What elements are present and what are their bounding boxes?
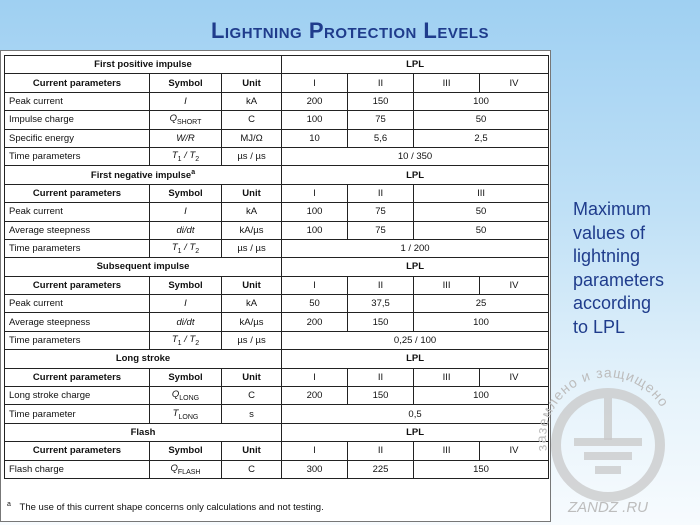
section-header-row xyxy=(5,423,549,441)
value-cell: 0,5 xyxy=(282,405,549,423)
side-caption-line: Maximum xyxy=(573,199,652,219)
section-title: Long stroke xyxy=(5,350,282,368)
param-cell: Average steepness xyxy=(5,221,150,239)
column-header-row xyxy=(5,442,549,460)
col-header-level: II xyxy=(348,368,414,386)
col-header-level: I xyxy=(282,276,348,294)
unit-cell: C xyxy=(222,111,282,129)
section-header-row xyxy=(5,258,549,276)
watermark-site-text: ZANDZ .RU xyxy=(568,499,648,516)
param-cell: Peak current xyxy=(5,92,150,110)
footnote-text: The use of this current shape concerns only calculations and not testing. xyxy=(19,502,324,514)
param-cell: Impulse charge xyxy=(5,111,150,129)
column-header-row xyxy=(5,276,549,294)
symbol-cell: $T_{LONG}$ xyxy=(150,405,222,423)
value-cell: 37,5 xyxy=(348,295,414,313)
side-caption-line: lightning xyxy=(573,246,641,266)
value-cell: 300 xyxy=(282,460,348,478)
value-cell: 100 xyxy=(282,111,348,129)
value-cell: 150 xyxy=(348,387,414,405)
col-header-level: IV xyxy=(480,276,549,294)
table-row xyxy=(5,147,549,165)
unit-cell: kA/µs xyxy=(222,313,282,331)
col-header-unit: Unit xyxy=(222,442,282,460)
table-row xyxy=(5,460,549,478)
value-cell: 10 xyxy=(282,129,348,147)
column-header-row xyxy=(5,184,549,202)
value-cell: 100 xyxy=(414,387,549,405)
symbol-cell: $Q_{SHORT}$ xyxy=(150,111,222,129)
unit-cell: C xyxy=(222,387,282,405)
col-header-level: III xyxy=(414,442,480,460)
side-caption xyxy=(573,198,693,339)
lpl-header: LPL xyxy=(282,166,549,184)
table-row xyxy=(5,111,549,129)
col-header-param: Current parameters xyxy=(5,184,150,202)
col-header-symbol: Symbol xyxy=(150,368,222,386)
side-caption-line: values of xyxy=(573,222,646,243)
param-cell: Peak current xyxy=(5,295,150,313)
col-header-param: Current parameters xyxy=(5,368,150,386)
col-header-param: Current parameters xyxy=(5,442,150,460)
value-cell: 75 xyxy=(348,203,414,221)
column-header-row xyxy=(5,74,549,92)
column-header-row xyxy=(5,368,549,386)
table-row xyxy=(5,92,549,110)
unit-cell: µs / µs xyxy=(222,239,282,257)
symbol-cell: di/dt xyxy=(150,313,222,331)
lpl-header: LPL xyxy=(282,423,549,441)
footnote xyxy=(7,501,324,513)
col-header-level: III xyxy=(414,74,480,92)
value-cell: 150 xyxy=(348,92,414,110)
table-row xyxy=(5,295,549,313)
value-cell: 50 xyxy=(414,203,549,221)
col-header-level: II xyxy=(348,74,414,92)
col-header-symbol: Symbol xyxy=(150,184,222,202)
param-cell: Flash charge xyxy=(5,460,150,478)
col-header-unit: Unit xyxy=(222,368,282,386)
value-cell: 50 xyxy=(282,295,348,313)
col-header-param: Current parameters xyxy=(5,276,150,294)
param-cell: Long stroke charge xyxy=(5,387,150,405)
side-caption-line: according xyxy=(573,293,652,313)
value-cell: 10 / 350 xyxy=(282,147,549,165)
col-header-level: III xyxy=(414,184,549,202)
value-cell: 100 xyxy=(414,313,549,331)
symbol-cell: $Q_{FLASH}$ xyxy=(150,460,222,478)
unit-cell: MJ/Ω xyxy=(222,129,282,147)
col-header-level: III xyxy=(414,368,480,386)
page-title: Lightning Protection Levels xyxy=(210,18,490,43)
symbol-cell: $Q_{LONG}$ xyxy=(150,387,222,405)
symbol-cell: I xyxy=(150,203,222,221)
lpl-header: LPL xyxy=(282,350,549,368)
col-header-symbol: Symbol xyxy=(150,276,222,294)
value-cell: 100 xyxy=(282,221,348,239)
value-cell: 5,6 xyxy=(348,129,414,147)
unit-cell: kA/µs xyxy=(222,221,282,239)
value-cell: 225 xyxy=(348,460,414,478)
param-cell: Time parameters xyxy=(5,239,150,257)
lpl-table-sheet xyxy=(0,50,551,522)
grounding-watermark-icon xyxy=(508,340,698,525)
value-cell: 200 xyxy=(282,313,348,331)
value-cell: 75 xyxy=(348,111,414,129)
col-header-symbol: Symbol xyxy=(150,442,222,460)
unit-cell: kA xyxy=(222,295,282,313)
section-title: First negative impulse$^a$ xyxy=(5,166,282,184)
footnote-mark: a xyxy=(7,501,11,508)
table-row xyxy=(5,221,549,239)
unit-cell: µs / µs xyxy=(222,147,282,165)
col-header-level: II xyxy=(348,184,414,202)
table-row xyxy=(5,239,549,257)
col-header-level: IV xyxy=(480,74,549,92)
value-cell: 50 xyxy=(414,221,549,239)
lpl-header: LPL xyxy=(282,258,549,276)
col-header-level: II xyxy=(348,276,414,294)
section-header-row xyxy=(5,166,549,184)
value-cell: 150 xyxy=(414,460,549,478)
value-cell: 0,25 / 100 xyxy=(282,331,549,349)
value-cell: 50 xyxy=(414,111,549,129)
param-cell: Peak current xyxy=(5,203,150,221)
section-title: Subsequent impulse xyxy=(5,258,282,276)
table-row xyxy=(5,313,549,331)
table-row xyxy=(5,405,549,423)
col-header-symbol: Symbol xyxy=(150,74,222,92)
table-row xyxy=(5,203,549,221)
symbol-cell: I xyxy=(150,92,222,110)
side-caption-line: parameters xyxy=(573,269,665,290)
col-header-level: IV xyxy=(480,368,549,386)
section-title: First positive impulse xyxy=(5,56,282,74)
value-cell: 25 xyxy=(414,295,549,313)
col-header-level: II xyxy=(348,442,414,460)
symbol-cell: di/dt xyxy=(150,221,222,239)
value-cell: 2,5 xyxy=(414,129,549,147)
unit-cell: kA xyxy=(222,92,282,110)
value-cell: 100 xyxy=(414,92,549,110)
symbol-cell: W/R xyxy=(150,129,222,147)
col-header-level: I xyxy=(282,184,348,202)
param-cell: Average steepness xyxy=(5,313,150,331)
col-header-param: Current parameters xyxy=(5,74,150,92)
lpl-header: LPL xyxy=(282,56,549,74)
col-header-level: IV xyxy=(480,442,549,460)
section-header-row xyxy=(5,56,549,74)
symbol-cell: $T_1 / T_2$ xyxy=(150,331,222,349)
watermark-arc-text: заземлено и защищено xyxy=(532,364,673,453)
value-cell: 1 / 200 xyxy=(282,239,549,257)
param-cell: Time parameters xyxy=(5,331,150,349)
col-header-level: III xyxy=(414,276,480,294)
unit-cell: s xyxy=(222,405,282,423)
col-header-level: I xyxy=(282,442,348,460)
table-row xyxy=(5,331,549,349)
table-row xyxy=(5,387,549,405)
side-caption-line: to LPL xyxy=(573,316,626,337)
param-cell: Time parameter xyxy=(5,405,150,423)
col-header-level: I xyxy=(282,74,348,92)
col-header-unit: Unit xyxy=(222,276,282,294)
col-header-level: I xyxy=(282,368,348,386)
lpl-table xyxy=(4,55,549,479)
value-cell: 100 xyxy=(282,203,348,221)
value-cell: 200 xyxy=(282,387,348,405)
unit-cell: kA xyxy=(222,203,282,221)
value-cell: 150 xyxy=(348,313,414,331)
section-header-row xyxy=(5,350,549,368)
table-row xyxy=(5,129,549,147)
param-cell: Time parameters xyxy=(5,147,150,165)
symbol-cell: I xyxy=(150,295,222,313)
section-title: Flash xyxy=(5,423,282,441)
value-cell: 200 xyxy=(282,92,348,110)
unit-cell: C xyxy=(222,460,282,478)
col-header-unit: Unit xyxy=(222,74,282,92)
symbol-cell: $T_1 / T_2$ xyxy=(150,239,222,257)
symbol-cell: $T_1 / T_2$ xyxy=(150,147,222,165)
unit-cell: µs / µs xyxy=(222,331,282,349)
param-cell: Specific energy xyxy=(5,129,150,147)
col-header-unit: Unit xyxy=(222,184,282,202)
value-cell: 75 xyxy=(348,221,414,239)
